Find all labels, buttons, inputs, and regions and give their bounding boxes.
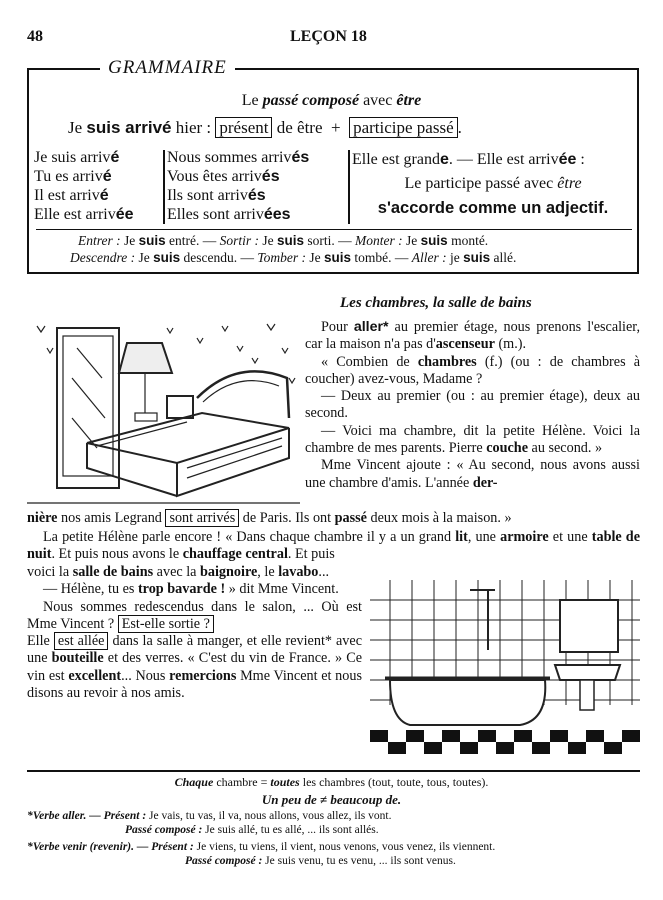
- agreement-example: [352, 148, 634, 172]
- chaque-mid: chambre =: [213, 775, 271, 789]
- example-post: allé.: [490, 250, 517, 265]
- venir-label: *Verbe venir (revenir). — Présent :: [27, 841, 194, 853]
- venir-pc-label: Passé composé :: [185, 855, 263, 867]
- example-aux: suis: [420, 233, 448, 248]
- conj-ending: és: [247, 187, 266, 204]
- agreement-note: [352, 148, 634, 220]
- chaque-end: les chambres (tout, toute, tous, toutes).: [299, 775, 489, 789]
- conj-stem: Je suis arriv: [34, 149, 111, 166]
- grammar-subtitle: [0, 92, 663, 110]
- conj-line: [167, 186, 309, 205]
- example-pre: Je: [259, 233, 278, 248]
- grammar-title: GRAMMAIRE: [100, 57, 235, 79]
- agree-colon: :: [576, 151, 585, 168]
- rule-verb: suis arrivé: [86, 118, 172, 137]
- rule-mid2: de être +: [272, 118, 350, 137]
- agreement-rule-bold: s'accorde comme un adjectif.: [377, 199, 609, 217]
- footer-separator: [27, 770, 640, 772]
- column-divider: [163, 150, 165, 224]
- aller-present: Je vais, tu vas, il va, nous allons, vous allez, ils vont.: [149, 810, 392, 822]
- examples-line-1: [78, 233, 488, 249]
- page-number: 48: [27, 28, 43, 45]
- footer-aller-pc: [125, 824, 379, 836]
- example-aux: suis: [138, 233, 166, 248]
- venir-present: Je viens, tu viens, il vient, nous venons, vous venez, ils viennent.: [196, 841, 496, 853]
- lesson-title: LEÇON 18: [290, 28, 367, 45]
- reading-paragraph-3: voici la salle de bains avec la baignoire, le lavabo... — Hélène, tu es trop bavarde ! » dit Mme Vincent. Nous sommes redescendus dans le salon, ... Où est Mme Vincent ? Est-elle sortie ? Elle est allée dans la salle à manger, et elle revient* avec une bouteille et des verres. « C'est du vin de France. » Ce vin est excellent... Nous remercions Mme Vincent et nous disons au revoir à nos amis.: [27, 564, 362, 702]
- example-verb: Descendre :: [70, 250, 136, 265]
- column-divider: [348, 150, 350, 224]
- conj-line: [34, 167, 134, 186]
- example-post: monté.: [447, 233, 489, 248]
- conj-stem: Elles sont arriv: [167, 206, 264, 223]
- reading-paragraph-2: La petite Hélène parle encore ! « Dans chaque chambre il y a un grand lit, une armoire et une table de nuit. Et puis nous avons le chauffage central. Et puis: [27, 529, 640, 563]
- agree-end: ée: [558, 151, 577, 168]
- subtitle-mid: avec: [359, 92, 397, 109]
- footer-chaque: [0, 775, 663, 790]
- agreement-rule: [352, 172, 634, 196]
- conj-stem: Nous sommes arriv: [167, 149, 292, 166]
- bathroom-illustration: [370, 580, 640, 758]
- conj-ending: és: [291, 149, 310, 166]
- subtitle-end: être: [396, 92, 422, 109]
- agree-rule-pre: Le participe passé avec: [404, 175, 558, 192]
- example-aux: suis: [463, 250, 491, 265]
- conj-ending: ées: [263, 206, 291, 223]
- conj-line: [34, 148, 134, 167]
- rule-box-present: présent: [215, 117, 272, 138]
- agree-mid: . — Elle est arriv: [448, 151, 559, 168]
- reading-paragraph-1: Pour aller* au premier étage, nous prenons l'escalier, car la maison n'a pas d'ascenseur (m.). « Combien de chambres (f.) (ou : de chambres à coucher) avez-vous, Madame ? — Deux au premier (ou : au premier étage), deux au second. — Voici ma chambre, dit la petite Hélène. Voici la chambre de mes parents. Pierre couche au second. » Mme Vincent ajoute : « Au second, nous avons aussi une chambre d'amis. L'année der-: [305, 319, 640, 491]
- conjugation-plural: [167, 148, 309, 224]
- conj-ending: é: [110, 149, 120, 166]
- conj-stem: Elle est arriv: [34, 206, 116, 223]
- aller-pc-label: Passé composé :: [125, 824, 203, 836]
- conj-line: [34, 186, 134, 205]
- conj-stem: Vous êtes arriv: [167, 168, 262, 185]
- agree-pre: Elle est grand: [352, 151, 440, 168]
- boxed-est-allee: est allée: [54, 632, 109, 650]
- conj-stem: Tu es arriv: [34, 168, 103, 185]
- grammar-separator: [36, 229, 632, 230]
- reading-line-derniere: nière nos amis Legrand sont arrivés de Paris. Ils ont passé deux mois à la maison. »: [27, 510, 512, 526]
- examples-line-2: [70, 250, 516, 266]
- reading-title: Les chambres, la salle de bains: [340, 295, 532, 311]
- example-pre: Je: [120, 233, 139, 248]
- conjugation-singular: [34, 148, 134, 224]
- footer-aller-present: [27, 810, 391, 822]
- rule-mid: hier :: [171, 118, 216, 137]
- bedroom-illustration: [27, 318, 300, 510]
- aller-label: *Verbe aller. — Présent :: [27, 810, 147, 822]
- example-verb: Monter :: [355, 233, 403, 248]
- footer-peu: Un peu de ≠ beaucoup de.: [261, 792, 402, 807]
- example-post: descendu. —: [180, 250, 258, 265]
- example-aux: suis: [324, 250, 352, 265]
- conj-stem: Il est arriv: [34, 187, 100, 204]
- example-pre: Je: [135, 250, 154, 265]
- example-pre: je: [446, 250, 464, 265]
- conj-line: [34, 205, 134, 224]
- agree-e: e: [439, 151, 449, 168]
- example-verb: Entrer :: [78, 233, 121, 248]
- subtitle-emph: passé composé: [262, 92, 360, 109]
- example-verb: Sortir :: [219, 233, 260, 248]
- footer-venir-present: [27, 841, 495, 853]
- example-verb: Tomber :: [257, 250, 306, 265]
- conj-ending: ée: [115, 206, 134, 223]
- toutes-label: toutes: [270, 775, 300, 789]
- example-pre: Je: [402, 233, 421, 248]
- agree-rule-emph: être: [557, 175, 582, 192]
- conj-ending: é: [102, 168, 112, 185]
- venir-pc: Je suis venu, tu es venu, ... ils sont venus.: [265, 855, 456, 867]
- conj-line: [167, 148, 309, 167]
- grammar-rule: [68, 118, 462, 138]
- example-post: entré. —: [165, 233, 220, 248]
- example-aux: suis: [277, 233, 305, 248]
- example-pre: Je: [306, 250, 324, 265]
- example-post: tombé. —: [351, 250, 412, 265]
- example-post: sorti. —: [304, 233, 356, 248]
- example-verb: Aller :: [411, 250, 447, 265]
- rule-box-participe: participe passé: [349, 117, 458, 138]
- rule-end: .: [457, 118, 462, 137]
- conj-ending: és: [261, 168, 280, 185]
- example-aux: suis: [153, 250, 181, 265]
- rule-pre: Je: [68, 118, 87, 137]
- conj-line: [167, 167, 309, 186]
- conj-line: [167, 205, 309, 224]
- subtitle-prefix: Le: [241, 92, 263, 109]
- conj-ending: é: [99, 187, 109, 204]
- chaque-label: Chaque: [174, 775, 214, 789]
- aller-pc: Je suis allé, tu es allé, ... ils sont allés.: [205, 824, 379, 836]
- footer-venir-pc: [185, 855, 456, 867]
- boxed-sont-arrives: sont arrivés: [165, 509, 239, 527]
- boxed-est-elle-sortie: Est-elle sortie ?: [118, 615, 214, 633]
- conj-stem: Ils sont arriv: [167, 187, 248, 204]
